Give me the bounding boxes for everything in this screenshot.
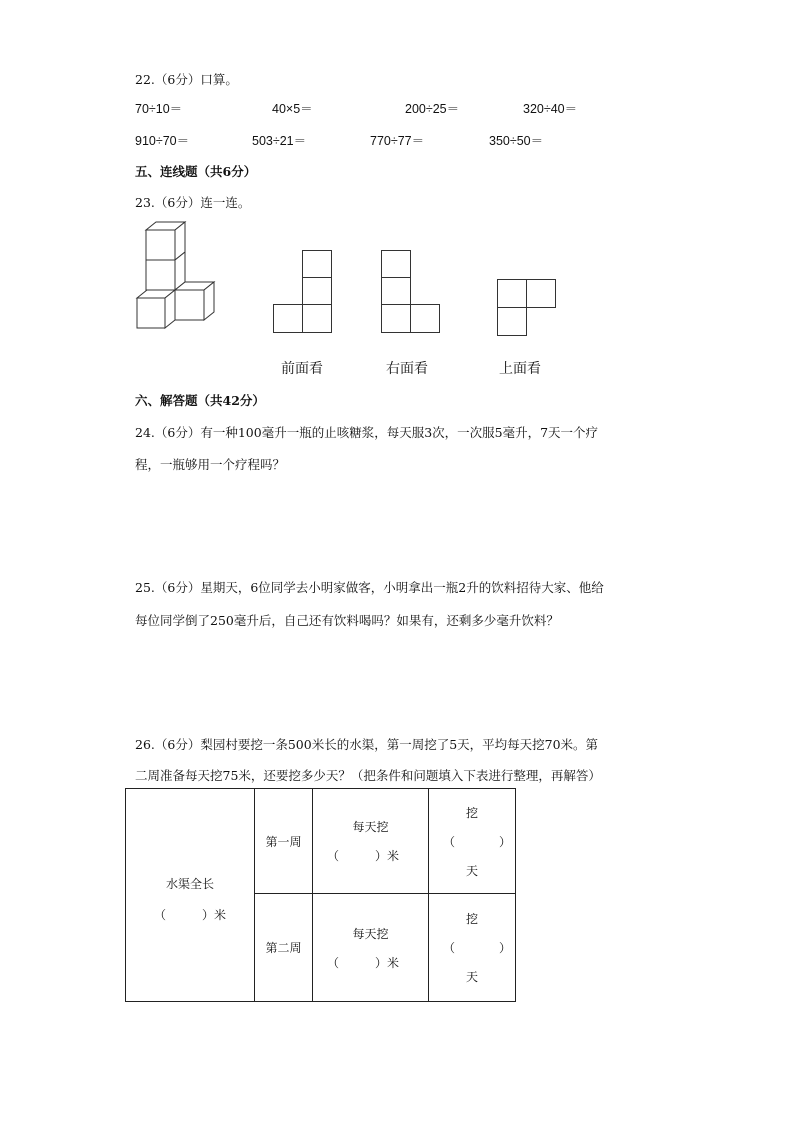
- calc-item: 910÷70＝: [135, 134, 190, 148]
- calc-item: 503÷21＝: [252, 134, 307, 148]
- week2-paren-open: （: [443, 941, 456, 955]
- week2-label: 第二周: [255, 894, 313, 1002]
- calc-item: 70÷10＝: [135, 102, 183, 116]
- week2-paren-close: ）: [498, 941, 511, 955]
- week2-days-cell[interactable]: [429, 894, 516, 1002]
- calc-item: 770÷77＝: [370, 134, 425, 148]
- calc-item: 320÷40＝: [523, 102, 578, 116]
- cube-stack-figure: [130, 220, 225, 335]
- week1-days-cell[interactable]: [429, 789, 516, 894]
- total-length-label: 水渠全长: [165, 877, 214, 891]
- front-view-figure: [272, 250, 334, 334]
- calc-item: 200÷25＝: [405, 102, 460, 116]
- week1-dig-label: 挖: [465, 805, 478, 820]
- total-length-blank[interactable]: （ ）米: [153, 908, 226, 922]
- section-heading-6: 六、解答题（共42分）: [135, 393, 265, 408]
- week1-daily-label: 每天挖: [352, 820, 389, 834]
- week1-day-label: 天: [465, 863, 478, 878]
- q25-line1: 25.（6分）星期天，6位同学去小明家做客，小明拿出一瓶2升的饮料招待大家、他给: [135, 580, 604, 595]
- week1-paren-close: ）: [498, 834, 511, 849]
- week1-label: 第一周: [255, 789, 313, 894]
- week2-day-label: 天: [465, 970, 478, 984]
- week2-dig-label: 挖: [465, 912, 478, 926]
- section-heading-5: 五、连线题（共6分）: [135, 164, 257, 179]
- calc-item: 350÷50＝: [489, 134, 544, 148]
- q24-line1: 24.（6分）有一种100毫升一瓶的止咳糖浆，每天服3次，一次服5毫升，7天一个疗: [135, 425, 599, 440]
- q26-line1: 26.（6分）梨园村要挖一条500米长的水渠，第一周挖了5天，平均每天挖70米。第: [135, 737, 599, 752]
- week1-daily-cell: [313, 789, 429, 894]
- q24-line2: 程，一瓶够用一个疗程吗？: [135, 457, 286, 472]
- view-label-top: 上面看: [499, 360, 541, 376]
- week1-paren-open: （: [443, 834, 456, 849]
- view-label-front: 前面看: [281, 360, 323, 376]
- week2-daily-blank[interactable]: （ ）米: [327, 955, 400, 970]
- q22-title: 22.（6分）口算。: [135, 72, 238, 87]
- week2-daily-label: 每天挖: [352, 926, 389, 941]
- q25-line2: 每位同学倒了250毫升后，自己还有饮料喝吗？如果有，还剩多少毫升饮料？: [135, 613, 559, 628]
- top-view-figure: [496, 278, 558, 336]
- calc-item: 40×5＝: [272, 102, 313, 116]
- q23-title: 23.（6分）连一连。: [135, 195, 251, 210]
- organize-table: [125, 788, 516, 1002]
- week1-daily-blank[interactable]: （ ）米: [327, 849, 400, 863]
- total-length-cell: [126, 789, 255, 1002]
- week2-daily-cell: [313, 894, 429, 1002]
- view-label-right: 右面看: [386, 360, 428, 376]
- right-view-figure: [380, 250, 442, 334]
- q26-line2: 二周准备每天挖75米，还要挖多少天？（把条件和问题填入下表进行整理，再解答）: [135, 768, 601, 783]
